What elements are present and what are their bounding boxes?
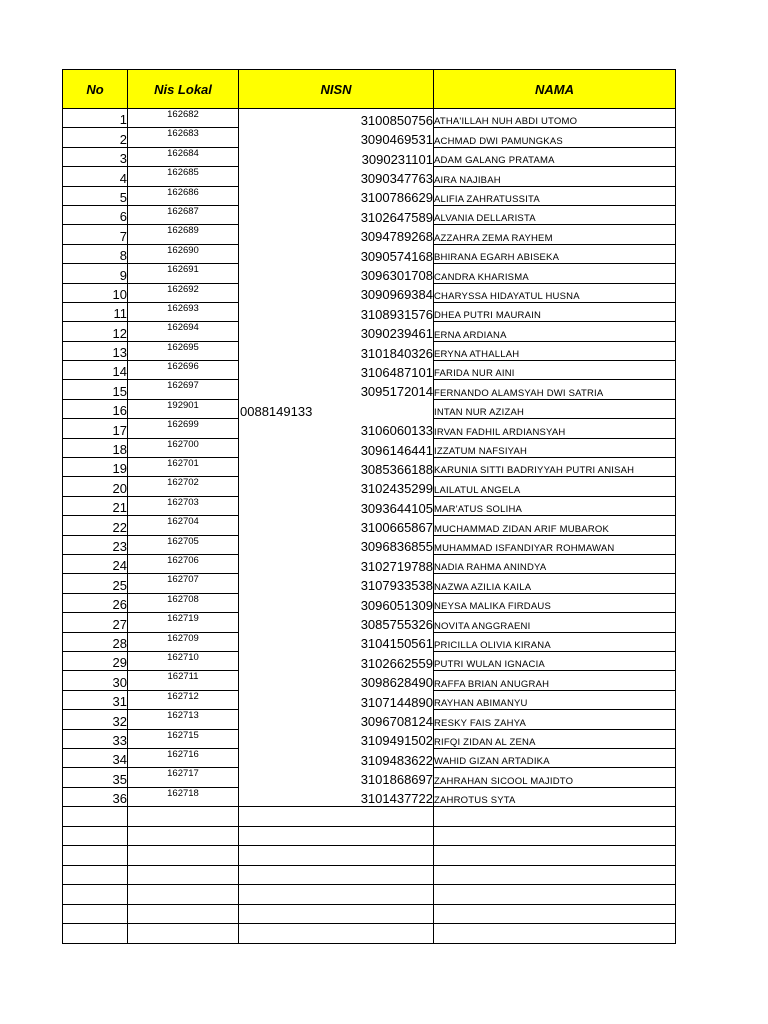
table-row	[63, 516, 676, 535]
cell-nis-lokal[interactable]: 162708	[128, 593, 239, 612]
cell-nis-lokal[interactable]: 162712	[128, 690, 239, 709]
cell-nama[interactable]: ZAHROTUS SYTA	[434, 787, 676, 806]
cell-nis-lokal[interactable]: 162696	[128, 361, 239, 380]
cell-nisn[interactable]: 3090239461	[239, 322, 434, 341]
header-nis-lokal[interactable]: Nis Lokal	[128, 70, 239, 109]
table-row	[63, 477, 676, 496]
empty-row	[63, 885, 676, 905]
cell-nama[interactable]: RAYHAN ABIMANYU	[434, 690, 676, 709]
cell-nama[interactable]: RESKY FAIS ZAHYA	[434, 710, 676, 729]
cell-nama[interactable]: ACHMAD DWI PAMUNGKAS	[434, 128, 676, 147]
cell-nisn[interactable]: 3096301708	[239, 264, 434, 283]
cell-nisn[interactable]: 3107933538	[239, 574, 434, 593]
table-row	[63, 341, 676, 360]
cell-no[interactable]: 9	[63, 264, 128, 283]
cell-nis-lokal[interactable]: 162713	[128, 710, 239, 729]
cell-no[interactable]: 5	[63, 186, 128, 205]
header-no[interactable]: No	[63, 70, 128, 109]
table-row	[63, 787, 676, 806]
cell-nama[interactable]: CHARYSSA HIDAYATUL HUSNA	[434, 283, 676, 302]
student-table	[62, 69, 676, 944]
table-row	[63, 225, 676, 244]
empty-cell[interactable]	[128, 904, 239, 924]
empty-cell[interactable]	[239, 807, 434, 827]
table-row	[63, 748, 676, 767]
table-row	[63, 264, 676, 283]
empty-cell[interactable]	[63, 885, 128, 905]
table-row	[63, 458, 676, 477]
cell-nisn[interactable]: 3106060133	[239, 419, 434, 438]
cell-nama[interactable]: ATHA'ILLAH NUH ABDI UTOMO	[434, 109, 676, 128]
cell-nama[interactable]: ERNA ARDIANA	[434, 322, 676, 341]
cell-nisn[interactable]: 3102647589	[239, 205, 434, 224]
empty-cell[interactable]	[128, 924, 239, 944]
empty-cell[interactable]	[239, 904, 434, 924]
cell-nama[interactable]: BHIRANA EGARH ABISEKA	[434, 244, 676, 263]
table-row	[63, 205, 676, 224]
table-row	[63, 109, 676, 128]
cell-nama[interactable]: IZZATUM NAFSIYAH	[434, 438, 676, 457]
cell-no[interactable]: 30	[63, 671, 128, 690]
cell-no[interactable]: 7	[63, 225, 128, 244]
cell-no[interactable]: 31	[63, 690, 128, 709]
cell-nisn[interactable]: 3090969384	[239, 283, 434, 302]
cell-nisn[interactable]: 3104150561	[239, 632, 434, 651]
cell-nisn[interactable]: 3096051309	[239, 593, 434, 612]
cell-no[interactable]: 33	[63, 729, 128, 748]
cell-nama[interactable]: IRVAN FADHIL ARDIANSYAH	[434, 419, 676, 438]
cell-nisn[interactable]: 3101868697	[239, 768, 434, 787]
cell-nis-lokal[interactable]: 162703	[128, 496, 239, 515]
table-row	[63, 380, 676, 399]
empty-row	[63, 904, 676, 924]
cell-nama[interactable]: NAZWA AZILIA KAILA	[434, 574, 676, 593]
cell-nisn[interactable]: 3093644105	[239, 496, 434, 515]
empty-cell[interactable]	[128, 807, 239, 827]
cell-nama[interactable]: NOVITA ANGGRAENI	[434, 613, 676, 632]
cell-no[interactable]: 18	[63, 438, 128, 457]
cell-nis-lokal[interactable]: 162697	[128, 380, 239, 399]
table-row	[63, 302, 676, 321]
cell-nama[interactable]: ZAHRAHAN SICOOL MAJIDTO	[434, 768, 676, 787]
cell-no[interactable]: 36	[63, 787, 128, 806]
cell-no[interactable]: 4	[63, 167, 128, 186]
cell-nis-lokal[interactable]: 162694	[128, 322, 239, 341]
table-row	[63, 729, 676, 748]
table-row	[63, 613, 676, 632]
cell-nisn[interactable]: 3096836855	[239, 535, 434, 554]
cell-nama[interactable]: ERYNA ATHALLAH	[434, 341, 676, 360]
cell-nis-lokal[interactable]: 162707	[128, 574, 239, 593]
cell-nama[interactable]: CANDRA KHARISMA	[434, 264, 676, 283]
cell-nis-lokal[interactable]: 162684	[128, 147, 239, 166]
table-row	[63, 690, 676, 709]
table-row	[63, 632, 676, 651]
cell-no[interactable]: 27	[63, 613, 128, 632]
empty-row	[63, 807, 676, 827]
table-row	[63, 128, 676, 147]
table-row	[63, 322, 676, 341]
cell-nis-lokal[interactable]: 162711	[128, 671, 239, 690]
cell-nama[interactable]: WAHID GIZAN ARTADIKA	[434, 748, 676, 767]
cell-nisn[interactable]: 3102662559	[239, 651, 434, 670]
table-row	[63, 554, 676, 573]
cell-no[interactable]: 10	[63, 283, 128, 302]
cell-nama[interactable]: ADAM GALANG PRATAMA	[434, 147, 676, 166]
cell-nis-lokal[interactable]: 162683	[128, 128, 239, 147]
cell-no[interactable]: 16	[63, 399, 128, 418]
table-row	[63, 496, 676, 515]
table-row	[63, 361, 676, 380]
table-row	[63, 186, 676, 205]
cell-nama[interactable]: NADIA RAHMA ANINDYA	[434, 554, 676, 573]
empty-cell[interactable]	[239, 846, 434, 866]
cell-no[interactable]: 6	[63, 205, 128, 224]
cell-nama[interactable]: DHEA PUTRI MAURAIN	[434, 302, 676, 321]
cell-nis-lokal[interactable]: 192901	[128, 399, 239, 418]
cell-no[interactable]: 15	[63, 380, 128, 399]
cell-nama[interactable]: ALVANIA DELLARISTA	[434, 205, 676, 224]
table-row	[63, 593, 676, 612]
cell-nisn[interactable]: 3106487101	[239, 361, 434, 380]
cell-nisn[interactable]: 3100786629	[239, 186, 434, 205]
cell-no[interactable]: 20	[63, 477, 128, 496]
cell-nis-lokal[interactable]: 162689	[128, 225, 239, 244]
cell-nisn[interactable]: 3096708124	[239, 710, 434, 729]
empty-cell[interactable]	[434, 865, 676, 885]
empty-row	[63, 826, 676, 846]
cell-nisn[interactable]: 3095172014	[239, 380, 434, 399]
cell-no[interactable]: 17	[63, 419, 128, 438]
cell-nama[interactable]: AZZAHRA ZEMA RAYHEM	[434, 225, 676, 244]
cell-no[interactable]: 34	[63, 748, 128, 767]
cell-nis-lokal[interactable]: 162716	[128, 748, 239, 767]
table-row	[63, 671, 676, 690]
cell-nis-lokal[interactable]: 162685	[128, 167, 239, 186]
cell-nis-lokal[interactable]: 162700	[128, 438, 239, 457]
empty-cell[interactable]	[239, 826, 434, 846]
table-row	[63, 283, 676, 302]
cell-nisn[interactable]: 3098628490	[239, 671, 434, 690]
cell-nisn[interactable]: 3100850756	[239, 109, 434, 128]
cell-nama[interactable]: RIFQI ZIDAN AL ZENA	[434, 729, 676, 748]
header-nama[interactable]: NAMA	[434, 70, 676, 109]
cell-no[interactable]: 22	[63, 516, 128, 535]
table-row	[63, 244, 676, 263]
cell-nis-lokal[interactable]: 162687	[128, 205, 239, 224]
cell-nama[interactable]: MUCHAMMAD ZIDAN ARIF MUBAROK	[434, 516, 676, 535]
table-row	[63, 574, 676, 593]
cell-nisn[interactable]: 0088149133	[239, 399, 434, 418]
cell-nama[interactable]: ALIFIA ZAHRATUSSITA	[434, 186, 676, 205]
cell-no[interactable]: 11	[63, 302, 128, 321]
table-row	[63, 419, 676, 438]
cell-nisn[interactable]: 3108931576	[239, 302, 434, 321]
cell-nisn[interactable]: 3085366188	[239, 458, 434, 477]
cell-nisn[interactable]: 3102435299	[239, 477, 434, 496]
cell-nisn[interactable]: 3101840326	[239, 341, 434, 360]
empty-cell[interactable]	[128, 826, 239, 846]
cell-no[interactable]: 8	[63, 244, 128, 263]
cell-nama[interactable]: MUHAMMAD ISFANDIYAR ROHMAWAN	[434, 535, 676, 554]
cell-no[interactable]: 26	[63, 593, 128, 612]
cell-nis-lokal[interactable]: 162709	[128, 632, 239, 651]
cell-nis-lokal[interactable]: 162706	[128, 554, 239, 573]
cell-nis-lokal[interactable]: 162701	[128, 458, 239, 477]
table-row	[63, 167, 676, 186]
cell-nis-lokal[interactable]: 162715	[128, 729, 239, 748]
cell-nama[interactable]: INTAN NUR AZIZAH	[434, 399, 676, 418]
cell-nama[interactable]: MAR'ATUS SOLIHA	[434, 496, 676, 515]
empty-cell[interactable]	[63, 904, 128, 924]
cell-nisn[interactable]: 3090347763	[239, 167, 434, 186]
table-row	[63, 399, 676, 418]
empty-cell[interactable]	[434, 846, 676, 866]
empty-cell[interactable]	[434, 807, 676, 827]
cell-nis-lokal[interactable]: 162692	[128, 283, 239, 302]
cell-no[interactable]: 12	[63, 322, 128, 341]
cell-no[interactable]: 13	[63, 341, 128, 360]
table-row	[63, 651, 676, 670]
cell-nisn[interactable]: 3100665867	[239, 516, 434, 535]
empty-row	[63, 846, 676, 866]
empty-cell[interactable]	[128, 865, 239, 885]
empty-cell[interactable]	[239, 865, 434, 885]
cell-nis-lokal[interactable]: 162695	[128, 341, 239, 360]
cell-nisn[interactable]: 3094789268	[239, 225, 434, 244]
cell-nisn[interactable]: 3096146441	[239, 438, 434, 457]
empty-row	[63, 924, 676, 944]
empty-cell[interactable]	[63, 924, 128, 944]
table-body	[63, 109, 676, 944]
empty-cell[interactable]	[434, 826, 676, 846]
cell-nis-lokal[interactable]: 162686	[128, 186, 239, 205]
table-row	[63, 768, 676, 787]
cell-no[interactable]: 35	[63, 768, 128, 787]
cell-no[interactable]: 23	[63, 535, 128, 554]
cell-nama[interactable]: RAFFA BRIAN ANUGRAH	[434, 671, 676, 690]
empty-cell[interactable]	[239, 885, 434, 905]
cell-no[interactable]: 19	[63, 458, 128, 477]
cell-nis-lokal[interactable]: 162704	[128, 516, 239, 535]
cell-nis-lokal[interactable]: 162691	[128, 264, 239, 283]
header-row	[63, 70, 676, 109]
cell-no[interactable]: 24	[63, 554, 128, 573]
empty-cell[interactable]	[63, 846, 128, 866]
empty-cell[interactable]	[63, 865, 128, 885]
empty-cell[interactable]	[434, 904, 676, 924]
empty-cell[interactable]	[434, 885, 676, 905]
table-row	[63, 535, 676, 554]
cell-no[interactable]: 1	[63, 109, 128, 128]
cell-nama[interactable]: NEYSA MALIKA FIRDAUS	[434, 593, 676, 612]
cell-no[interactable]: 25	[63, 574, 128, 593]
cell-nis-lokal[interactable]: 162690	[128, 244, 239, 263]
cell-no[interactable]: 29	[63, 651, 128, 670]
cell-nis-lokal[interactable]: 162719	[128, 613, 239, 632]
table-row	[63, 147, 676, 166]
cell-nis-lokal[interactable]: 162699	[128, 419, 239, 438]
cell-nama[interactable]: AIRA NAJIBAH	[434, 167, 676, 186]
empty-cell[interactable]	[63, 826, 128, 846]
cell-nis-lokal[interactable]: 162682	[128, 109, 239, 128]
cell-nis-lokal[interactable]: 162710	[128, 651, 239, 670]
cell-nama[interactable]: PUTRI WULAN IGNACIA	[434, 651, 676, 670]
cell-nama[interactable]: FERNANDO ALAMSYAH DWI SATRIA	[434, 380, 676, 399]
cell-nama[interactable]: KARUNIA SITTI BADRIYYAH PUTRI ANISAH	[434, 458, 676, 477]
cell-nis-lokal[interactable]: 162705	[128, 535, 239, 554]
table-row	[63, 438, 676, 457]
cell-nis-lokal[interactable]: 162702	[128, 477, 239, 496]
cell-no[interactable]: 28	[63, 632, 128, 651]
cell-nisn[interactable]: 3101437722	[239, 787, 434, 806]
cell-nisn[interactable]: 3085755326	[239, 613, 434, 632]
cell-no[interactable]: 2	[63, 128, 128, 147]
cell-no[interactable]: 14	[63, 361, 128, 380]
cell-nisn[interactable]: 3090574168	[239, 244, 434, 263]
empty-row	[63, 865, 676, 885]
cell-no[interactable]: 32	[63, 710, 128, 729]
empty-cell[interactable]	[128, 885, 239, 905]
cell-no[interactable]: 3	[63, 147, 128, 166]
cell-nama[interactable]: PRICILLA OLIVIA KIRANA	[434, 632, 676, 651]
cell-nama[interactable]: FARIDA NUR AINI	[434, 361, 676, 380]
cell-nisn[interactable]: 3109491502	[239, 729, 434, 748]
cell-nisn[interactable]: 3090231101	[239, 147, 434, 166]
cell-nama[interactable]: LAILATUL ANGELA	[434, 477, 676, 496]
table-row	[63, 710, 676, 729]
cell-nis-lokal[interactable]: 162718	[128, 787, 239, 806]
cell-nis-lokal[interactable]: 162693	[128, 302, 239, 321]
cell-nis-lokal[interactable]: 162717	[128, 768, 239, 787]
cell-nisn[interactable]: 3102719788	[239, 554, 434, 573]
cell-no[interactable]: 21	[63, 496, 128, 515]
empty-cell[interactable]	[128, 846, 239, 866]
header-nisn[interactable]: NISN	[239, 70, 434, 109]
cell-nisn[interactable]: 3107144890	[239, 690, 434, 709]
cell-nisn[interactable]: 3109483622	[239, 748, 434, 767]
empty-cell[interactable]	[434, 924, 676, 944]
empty-cell[interactable]	[239, 924, 434, 944]
cell-nisn[interactable]: 3090469531	[239, 128, 434, 147]
empty-cell[interactable]	[63, 807, 128, 827]
